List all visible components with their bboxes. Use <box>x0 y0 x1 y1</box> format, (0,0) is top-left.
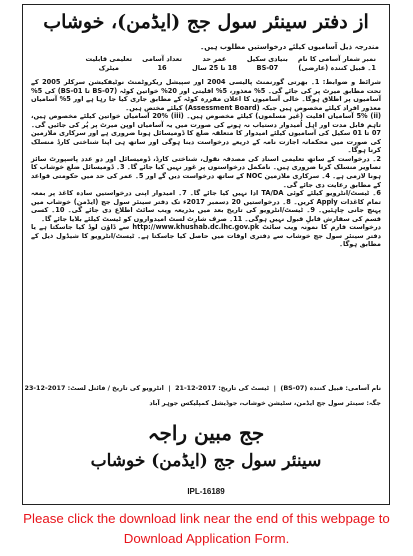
schedule-test-date: 21-12-2017 <box>175 384 216 392</box>
header-count: تعداد آسامی <box>142 55 182 63</box>
job-advertisement <box>22 4 390 505</box>
schedule-interview-date: 23-12-2017 <box>24 384 66 392</box>
cell-post-name: 1۔ قبیل کنندہ (عارضی) <box>298 64 376 72</box>
cell-age: 18 تا 25 سال <box>192 64 237 72</box>
schedule-place: جگہ: سینئر سول جج ایڈمن، سٹیشن خوشاب، جوڈیشل کمپلیکس جوہر آباد <box>149 399 381 407</box>
schedule-interview-label: انٹرویو کی تاریخ / فائنل لسٹ <box>70 384 164 392</box>
terms-paragraph: شرائط و ضوابط: 1۔ بھرتی گورنمنٹ پالیسی 2004 اور سپیشل ریکروٹمنٹ نوٹیفکیشن سرکلر 2005 کے تحت مطابق میرٹ پر کی جائے گی۔ 5% معذور، 5% اقلیتی اور 20% خواتین کوٹہ (BS-07 تا BS-01) کی 5% آسامیوں پر اطلاق ہوگا۔ خالی آسامیوں کا اعلان مقررہ کوٹہ کے مطابق جاری کیا جا رہا ہے اور 5% آسامیاں معذور افراد کیلئے مخصوص ہیں جبکہ (Assessment Board) کیلئے مختص ہیں۔ <box>31 78 381 112</box>
schedule-place-label: جگہ <box>368 399 381 407</box>
schedule-post-label: نام آسامی <box>347 384 381 392</box>
signature-name: جج مبین راجہ <box>147 421 265 445</box>
header-age: عمر حد <box>202 55 227 63</box>
terms-and-conditions <box>31 78 381 249</box>
website-paragraph: درخواست فارم کا نمونہ ویب سائٹ http://www.khushab.dc.lhc.gov.pk سے ڈاؤن لوڈ کیا جاسکتا ہے یا دفتر سینئر سول جج خوشاب سے دفتری اوقات میں حاصل کیا جاسکتا ہے۔ ٹیسٹ/انٹرویو کا شیڈول ذیل کے مطابق ہوگا۔ <box>31 223 382 249</box>
schedule-line: نام آسامی: قبیل کنندہ (BS-07) | ٹیسٹ کی تاریخ: 21-12-2017 | انٹرویو کی تاریخ / فائنل لسٹ: 23-12-2017 <box>24 384 381 392</box>
posts-table-header <box>80 55 381 64</box>
cell-count: 16 <box>157 64 167 72</box>
schedule-post-value: قبیل کنندہ (BS-07) <box>280 384 344 392</box>
header-post-name: نمبر شمار آسامی کا نام <box>297 55 376 63</box>
terms-paragraph: (ii) 5% آسامیاں اقلیت (غیر مسلموں) کیلئے مخصوص ہیں۔ (iii) 20% آسامیاں خواتین کیلئے مخصوص ہیں، تاہم قابل مدت اور اہل اُمیدوار دستیاب نہ ہونے کی صورت میں یہ آسامیاں اوپن میرٹ پر پُر کی جائیں گی۔ 07 تا 01 سکیل کی آسامیوں کیلئے امیدوار کا متعلقہ ضلع کا ڈومیسائل ہونا ضروری ہے اور سرکاری ملازمین کی صورت میں محکمانہ اجازت نامہ کے ذریعے درخواست دینا ہوگی اور ساتھ ہی اپنا شناختی کارڈ منسلک کرنا ہوگا۔ <box>31 112 381 155</box>
terms-paragraph: 2۔ درخواست کے ساتھ تعلیمی اسناد کی مصدقہ نقول، شناختی کارڈ، ڈومیسائل اور دو عدد پاسپورٹ سائز تصاویر منسلک کرنا ضروری ہیں۔ نامکمل درخواستوں پر غور نہیں کیا جائے گا۔ 3۔ ڈومیسائل ضلع خوشاب کا ہونا لازمی ہے۔ 4۔ سرکاری ملازمین NOC کے ساتھ درخواست دیں گے اور 5۔ عمر کی حد میں حکومتی قواعد کے مطابق رعایت دی جائے گی۔ <box>31 154 381 189</box>
download-note: Please click the download link near the end of this webpage to Download Application Form. <box>23 511 390 546</box>
header-scale: بنیادی سکیل <box>246 55 288 63</box>
signature-designation: سینئر سول جج (ایڈمن) خوشاب <box>90 451 322 471</box>
ad-intro: مندرجہ ذیل آسامیوں کیلئے درخواستیں مطلوب ہیں۔ <box>200 43 379 51</box>
posts-table <box>80 55 381 73</box>
header-qualification: تعلیمی قابلیت <box>85 55 133 63</box>
schedule-test-label: ٹیسٹ کی تاریخ <box>220 384 270 392</box>
schedule-place-value: سینئر سول جج ایڈمن، سٹیشن خوشاب، جوڈیشل کمپلیکس جوہر آباد <box>149 399 365 407</box>
ad-title: از دفتر سینئر سول جج (ایڈمن)، خوشاب <box>43 11 369 33</box>
cell-scale: BS-07 <box>256 64 279 72</box>
cell-qualification: میٹرک <box>98 64 119 72</box>
terms-paragraph: 6۔ ٹیسٹ/انٹرویو کیلئے کوئی TA/DA ادا نہیں کیا جائے گا۔ 7۔ امیدوار اپنی درخواستیں سادہ کاغذ پر بمعہ تمام کاغذات Apply کریں۔ 8۔ درخواستیں 20 دسمبر 2017ء تک دفتر سینئر سول جج (ایڈمن) خوشاب میں پہنچ جانی چاہئیں۔ 9۔ ٹیسٹ/انٹرویو کی تاریخ بعد میں بذریعہ ویب سائٹ اطلاع دی جائے گی۔ 10۔ کسی قسم کی سفارش قابلِ قبول نہیں ہوگی۔ 11۔ صرف شارٹ لسٹ امیدواروں کو ٹیسٹ کیلئے بلایا جائے گا۔ <box>31 189 382 223</box>
ipl-number: IPL-16189 <box>187 487 225 496</box>
table-row <box>80 64 381 73</box>
